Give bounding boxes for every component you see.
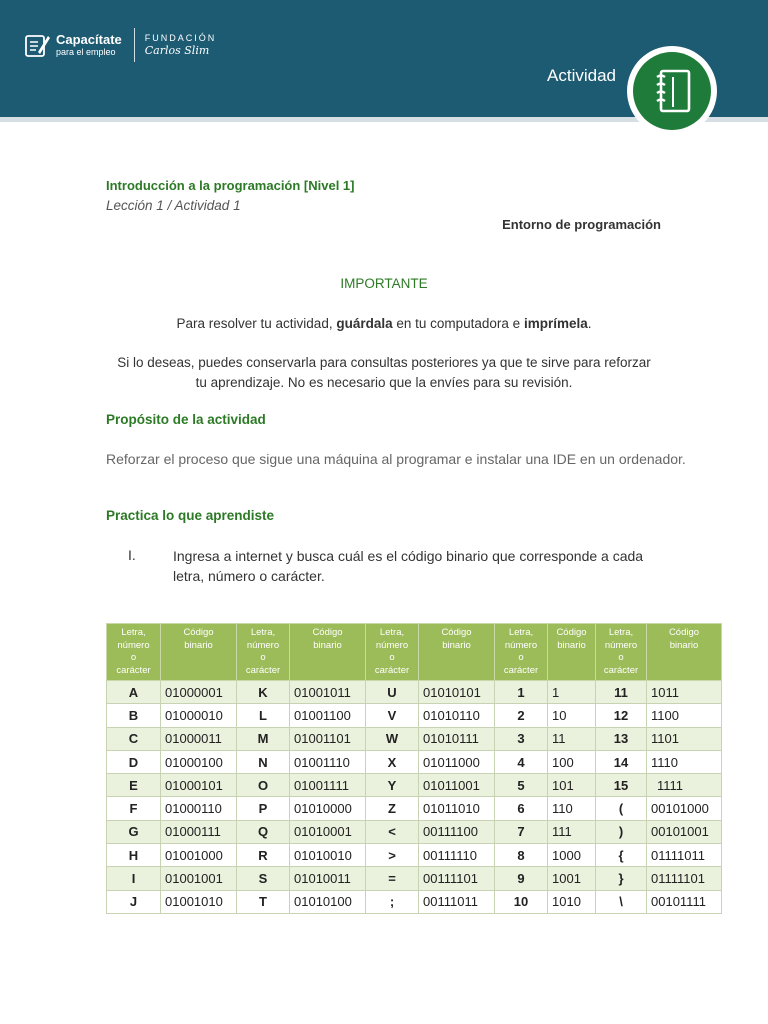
header-line: número [117,639,150,651]
binary-cell: 01011001 [419,774,495,797]
character-cell: Q [237,820,290,843]
table-row [107,704,722,727]
binary-cell: 1100 [647,704,722,727]
binary-cell: 01111011 [647,844,722,867]
notebook-icon [653,68,693,114]
binary-cell: 01010101 [419,681,495,704]
character-cell: 12 [596,704,647,727]
binary-cell: 01000011 [161,727,237,750]
instructions-line: Para resolver tu actividad, guárdala en tu computadora e imprímela. [176,316,592,331]
character-cell: F [107,797,161,820]
topic-title: Entorno de programación [502,217,661,232]
table-row [107,727,722,750]
header-binary-code [419,624,495,681]
binary-cell: 01000010 [161,704,237,727]
character-cell: T [237,890,290,913]
character-cell: G [107,820,161,843]
binary-cell: 10 [548,704,596,727]
header-line: binario [313,639,342,651]
binary-cell: 01000111 [161,820,237,843]
foundation-name: Carlos Slim [144,44,210,57]
header-line: carácter [503,664,539,676]
binary-cell: 01000110 [161,797,237,820]
table-row [107,820,722,843]
character-cell: H [107,844,161,867]
character-cell: 10 [495,890,548,913]
character-cell: 9 [495,867,548,890]
character-cell: 8 [495,844,548,867]
character-cell: E [107,774,161,797]
binary-cell: 110 [548,797,596,820]
character-cell: S [237,867,290,890]
print-emphasis: imprímela [523,316,588,331]
binary-cell: 01001101 [290,727,366,750]
header-character [107,624,161,681]
character-cell: } [596,867,647,890]
binary-cell: 100 [548,750,596,773]
character-cell: Z [366,797,419,820]
logo-divider [134,28,135,62]
header-line: Letra, [608,627,634,638]
header-binary-code [290,624,366,681]
header-binary-code [548,624,596,681]
item-text: Ingresa a internet y busca cuál es el código binario que corresponde a cada letra, número o carácter. [173,548,644,584]
character-cell: M [237,727,290,750]
character-cell: 7 [495,820,548,843]
character-cell: 11 [596,681,647,704]
header-line: Código [441,627,472,638]
binary-cell: 01001001 [161,867,237,890]
brand-main: Capacítate [56,31,122,47]
character-cell: L [237,704,290,727]
header-line: carácter [374,664,410,676]
binary-cell: 1110 [647,750,722,773]
character-cell: I [107,867,161,890]
binary-cell: 01001000 [161,844,237,867]
character-cell: V [366,704,419,727]
header-line: Letra, [379,627,405,638]
binary-cell: 00111100 [419,820,495,843]
header-line: Código [556,627,587,638]
header-line: carácter [245,664,281,676]
important-heading: IMPORTANTE [340,276,428,291]
binary-cell: 01000100 [161,750,237,773]
character-cell: 13 [596,727,647,750]
binary-code-table [106,623,722,914]
character-cell: X [366,750,419,773]
binary-cell: 01010001 [290,820,366,843]
header-line: Código [668,627,700,638]
binary-cell: 1001 [548,867,596,890]
character-cell: A [107,681,161,704]
header-line: número [375,639,409,651]
binary-cell: 01001010 [161,890,237,913]
header-character [366,624,419,681]
binary-cell: 00101111 [647,890,722,913]
binary-cell: 00111110 [419,844,495,867]
brand-sub: para el empleo [56,46,116,57]
header-line: binario [557,639,586,651]
header-line: Letra, [508,627,534,638]
character-cell: W [366,727,419,750]
section-title: Actividad [547,66,616,85]
header-character [596,624,647,681]
header-character [237,624,290,681]
binary-cell: 01010011 [290,867,366,890]
character-cell: ; [366,890,419,913]
header-line: carácter [603,664,639,676]
character-cell: = [366,867,419,890]
character-cell: 2 [495,704,548,727]
binary-cell: 1010 [548,890,596,913]
header-line: binario [442,639,471,651]
character-cell: N [237,750,290,773]
header-line: o [518,652,524,663]
binary-cell: 01010110 [419,704,495,727]
table-row [107,844,722,867]
purpose-heading: Propósito de la actividad [106,412,266,427]
table-row [107,774,722,797]
header-binary-code [647,624,722,681]
character-cell: O [237,774,290,797]
character-cell: J [107,890,161,913]
header-line: número [604,639,638,651]
table-row [107,750,722,773]
character-cell: 15 [596,774,647,797]
lesson-label: Lección 1 / Actividad 1 [106,198,241,213]
header-character [495,624,548,681]
binary-cell: 01010010 [290,844,366,867]
character-cell: 1 [495,681,548,704]
table-header-row [107,624,722,681]
character-cell: B [107,704,161,727]
table-row [107,797,722,820]
header-line: carácter [116,664,151,676]
header-line: Letra, [121,627,146,638]
header-line: o [260,652,266,663]
character-cell: 6 [495,797,548,820]
header-line: o [389,652,395,663]
binary-cell: 00101001 [647,820,722,843]
character-cell: 3 [495,727,548,750]
header-line: binario [184,639,213,651]
binary-cell: 01010111 [419,727,495,750]
binary-cell: 01001111 [290,774,366,797]
header-line: o [618,652,624,663]
item-number: I. [128,547,136,563]
character-cell: 14 [596,750,647,773]
capacitate-logo [24,28,216,62]
header-line: binario [669,639,699,651]
binary-cell: 01001011 [290,681,366,704]
binary-cell: 11 [548,727,596,750]
character-cell: > [366,844,419,867]
binary-cell: 01001100 [290,704,366,727]
character-cell: P [237,797,290,820]
character-cell: 5 [495,774,548,797]
header-binary-code [161,624,237,681]
activity-badge [627,46,717,136]
character-cell: U [366,681,419,704]
character-cell: ) [596,820,647,843]
binary-cell: 1 [548,681,596,704]
binary-cell: 1111 [647,774,722,797]
header-line: número [246,639,280,651]
character-cell: 4 [495,750,548,773]
table-row [107,867,722,890]
character-cell: \ [596,890,647,913]
binary-cell: 1011 [647,681,722,704]
foundation-top: FUNDACIÓN [144,33,217,43]
character-cell: { [596,844,647,867]
header-line: Letra, [250,627,276,638]
pencil-paper-icon [24,32,50,58]
character-cell: < [366,820,419,843]
character-cell: D [107,750,161,773]
binary-cell: 01011000 [419,750,495,773]
binary-cell: 01000101 [161,774,237,797]
binary-cell: 01010000 [290,797,366,820]
keep-note: Si lo deseas, puedes conservarla para consultas posteriores ya que te sirve para reforzar tu aprendizaje. No es necesario que la envíes para su revisión. [117,355,651,390]
binary-cell: 01001110 [290,750,366,773]
character-cell: ( [596,797,647,820]
header-line: Código [312,627,343,638]
binary-cell: 01111101 [647,867,722,890]
purpose-text: Reforzar el proceso que sigue una máquina al programar e instalar una IDE en un ordenador. [106,451,686,467]
character-cell: R [237,844,290,867]
binary-cell: 1101 [647,727,722,750]
course-title: Introducción a la programación [Nivel 1] [106,178,355,193]
binary-cell: 01000001 [161,681,237,704]
binary-cell: 01010100 [290,890,366,913]
header-line: Código [183,627,214,638]
table-row [107,890,722,913]
header-line: número [504,639,538,651]
binary-cell: 101 [548,774,596,797]
character-cell: C [107,727,161,750]
binary-cell: 00101000 [647,797,722,820]
character-cell: Y [366,774,419,797]
header-line: o [130,652,137,663]
binary-cell: 111 [548,820,596,843]
binary-cell: 1000 [548,844,596,867]
table-row [107,681,722,704]
binary-cell: 00111011 [419,890,495,913]
practice-heading: Practica lo que aprendiste [106,508,275,523]
binary-cell: 01011010 [419,797,495,820]
save-emphasis: guárdala [336,316,393,331]
binary-cell: 00111101 [419,867,495,890]
character-cell: K [237,681,290,704]
